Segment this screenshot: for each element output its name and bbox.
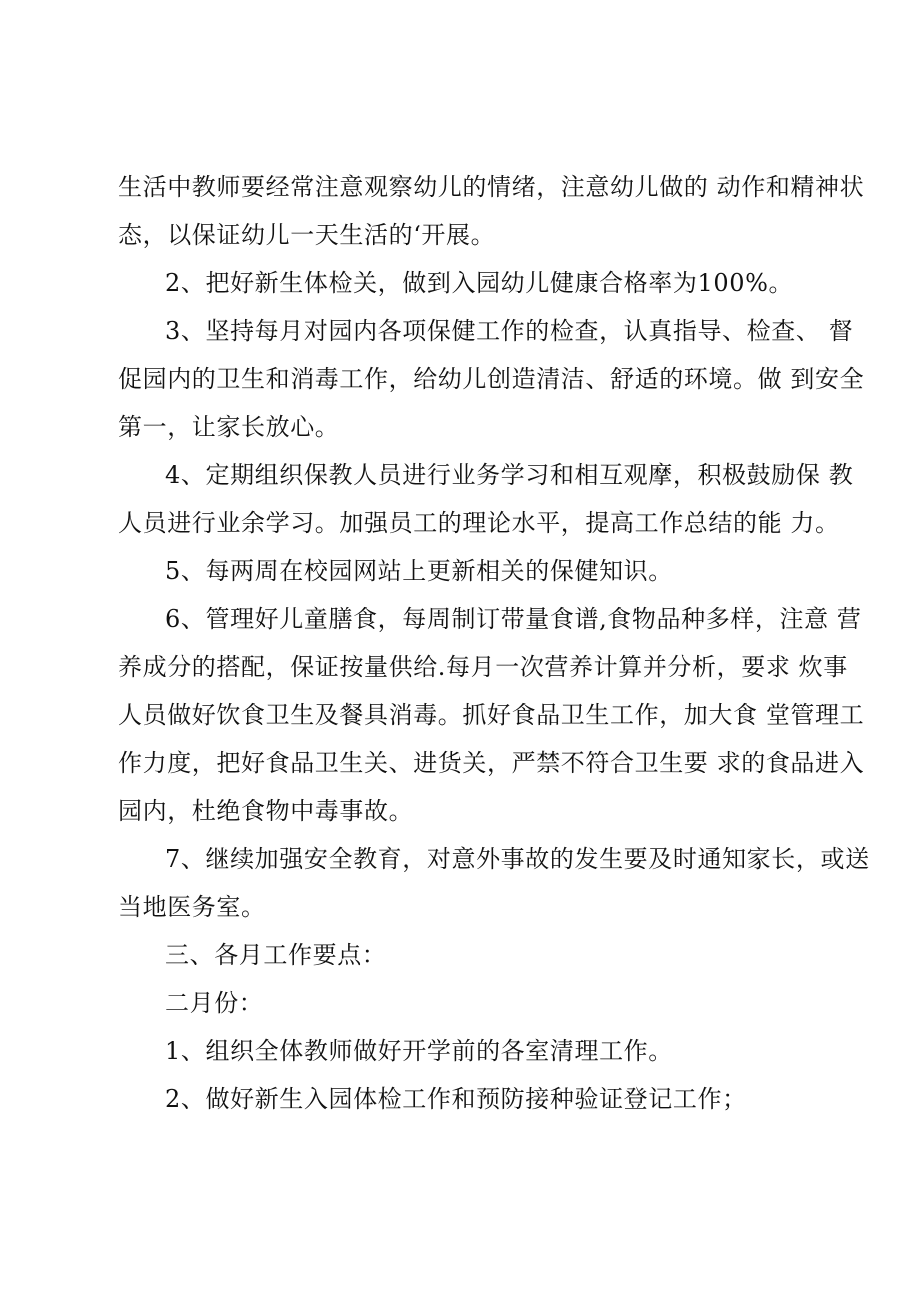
text-line-13: 作力度，把好食品卫生关、进货关，严禁不符合卫生要 求的食品进入	[118, 749, 865, 777]
text-line-17: 三、各月工作要点：	[165, 941, 387, 969]
text-line-2: 态，以保证幼儿一天生活的‘开展。	[118, 221, 496, 249]
text-line-20: 2、做好新生入园体检工作和预防接种验证登记工作；	[165, 1085, 747, 1113]
text-line-19: 1、组织全体教师做好开学前的各室清理工作。	[165, 1037, 673, 1065]
text-line-11: 养成分的搭配，保证按量供给.每月一次营养计算并分析，要求 炊事	[118, 653, 848, 681]
text-line-3: 2、把好新生体检关，做到入园幼儿健康合格率为100%。	[165, 269, 794, 297]
text-line-14: 园内，杜绝食物中毒事故。	[118, 797, 414, 825]
text-line-1: 生活中教师要经常注意观察幼儿的情绪，注意幼儿做的 动作和精神状	[118, 173, 865, 201]
text-line-15: 7、继续加强安全教育，对意外事故的发生要及时通知家长，或送	[165, 845, 870, 873]
text-line-16: 当地医务室。	[118, 893, 266, 921]
text-line-6: 第一，让家长放心。	[118, 413, 340, 441]
text-line-7: 4、定期组织保教人员进行业务学习和相互观摩，积极鼓励保 教	[165, 461, 854, 489]
text-line-12: 人员做好饮食卫生及餐具消毒。抓好食品卫生工作，加大食 堂管理工	[118, 701, 865, 729]
text-line-18: 二月份：	[165, 989, 264, 1017]
text-line-8: 人员进行业余学习。加强员工的理论水平，提高工作总结的能 力。	[118, 509, 840, 537]
text-line-5: 促园内的卫生和消毒工作，给幼儿创造清洁、舒适的环境。做 到安全	[118, 365, 865, 393]
text-line-4: 3、坚持每月对园内各项保健工作的检查，认真指导、检查、 督	[165, 317, 854, 345]
text-line-9: 5、每两周在校园网站上更新相关的保健知识。	[165, 557, 673, 585]
text-line-10: 6、管理好儿童膳食，每周制订带量食谱,食物品种多样，注意 营	[165, 605, 862, 633]
